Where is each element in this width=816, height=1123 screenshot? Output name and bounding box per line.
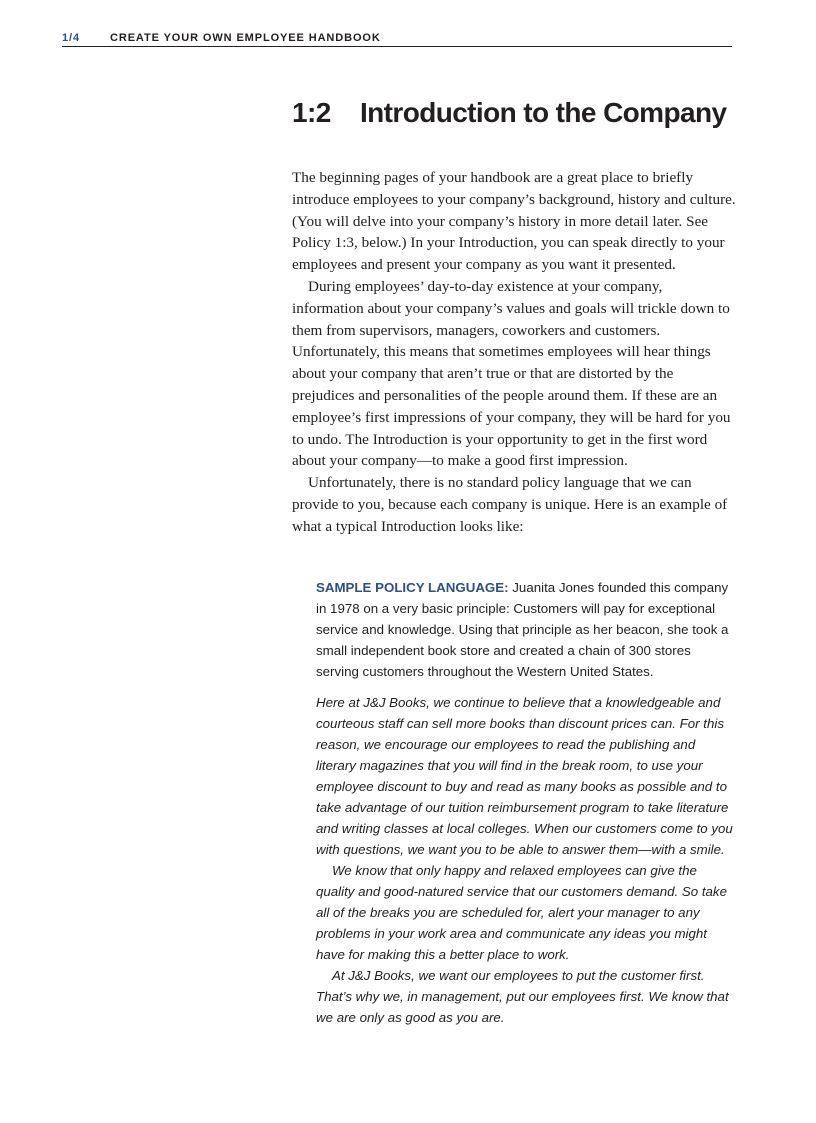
sample-italic-text bbox=[316, 692, 734, 1028]
section-number: 1:2 bbox=[292, 97, 331, 128]
section-heading bbox=[292, 97, 726, 129]
book-title: CREATE YOUR OWN EMPLOYEE HANDBOOK bbox=[110, 32, 381, 44]
sample-paragraph: At J&J Books, we want our employees to put the customer first. That’s why we, in management, put our employees first. We know that we are only as good as you are. bbox=[316, 968, 729, 1025]
body-paragraph: The beginning pages of your handbook are a great place to briefly introduce employees to your company’s background, history and culture. (You will delve into your company’s history in more detail later. See Policy 1:3, below.) In your Introduction, you can speak directly to your employees and present your company as you want it presented. bbox=[292, 169, 736, 274]
sample-policy-label: SAMPLE POLICY LANGUAGE: bbox=[316, 580, 509, 595]
sample-paragraph: Here at J&J Books, we continue to believe that a knowledgeable and courteous staff can sell more books than discount prices can. For this reason, we encourage our employees to read the publishing and literary magazines that you will find in the break room, to use your employee discount to buy and read as many books as possible and to take advantage of our tuition reimbursement program to take literature and writing classes at local colleges. When our customers come to you with questions, we want you to be able to answer them—with a smile. bbox=[316, 695, 733, 857]
section-title: Introduction to the Company bbox=[360, 97, 727, 128]
sample-intro-paragraph bbox=[316, 577, 734, 682]
running-head bbox=[62, 31, 732, 47]
body-paragraph: During employees’ day-to-day existence at your company, information about your company’s values and goals will trickle down to them from supervisors, managers, coworkers and customers. Unfortunately, this means that sometimes employees will hear things about your company that aren’t true or that are distorted by the prejudices and personalities of the people around them. If these are an employee’s first impressions of your company, they will be hard for you to undo. The Introduction is your opportunity to get in the first word about your company—to make a good first impression. bbox=[292, 277, 731, 470]
sample-paragraph: We know that only happy and relaxed employees can give the quality and good-natured service that our customers demand. So take all of the breaks you are scheduled for, alert your manager to any problems in your work area and communicate any ideas you might have for making this a better place to work. bbox=[316, 863, 727, 962]
body-paragraph: Unfortunately, there is no standard policy language that we can provide to you, because each company is unique. Here is an example of what a typical Introduction looks like: bbox=[292, 474, 728, 535]
sample-policy-block bbox=[316, 577, 734, 1028]
sample-intro-text: Juanita Jones founded this company in 1978 on a very basic principle: Customers will pay for exceptional service and knowledge. Using that principle as her beacon, she took a small independent book store and created a chain of 300 stores serving customers throughout the Western United States. bbox=[316, 580, 729, 679]
body-text bbox=[292, 167, 737, 538]
page-number: 1/4 bbox=[62, 32, 80, 44]
